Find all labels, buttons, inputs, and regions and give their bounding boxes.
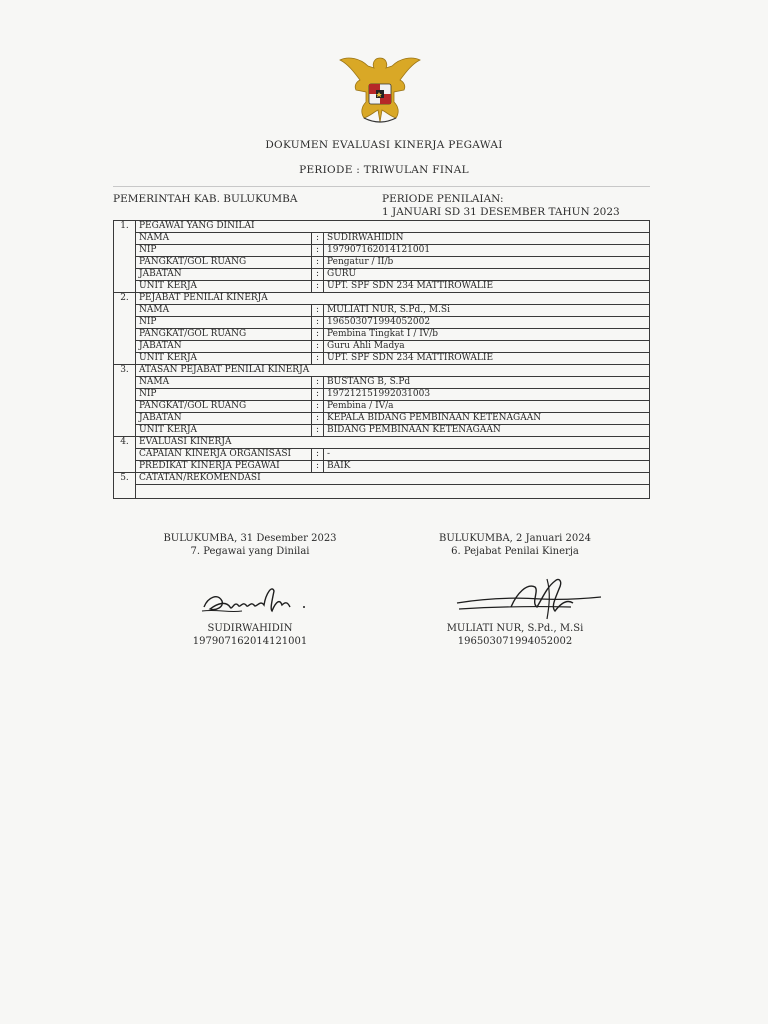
section-title: EVALUASI KINERJA	[136, 437, 650, 449]
section-header-row	[114, 293, 650, 305]
field-value: 197212151992031003	[324, 389, 650, 401]
field-value: BAIK	[324, 461, 650, 473]
field-label: NIP	[136, 245, 312, 257]
table-row	[114, 281, 650, 293]
field-value: UPT. SPF SDN 234 MATTIROWALIE	[324, 353, 650, 365]
field-label: PREDIKAT KINERJA PEGAWAI	[136, 461, 312, 473]
table-row	[114, 341, 650, 353]
section-number: 3.	[114, 365, 136, 437]
evaluation-table	[113, 220, 650, 499]
field-value: Pembina / IV/a	[324, 401, 650, 413]
field-colon: :	[312, 245, 324, 257]
field-value: Pembina Tingkat I / IV/b	[324, 329, 650, 341]
field-value: BIDANG PEMBINAAN KETENAGAAN	[324, 425, 650, 437]
notes-area	[136, 485, 650, 499]
field-label: NAMA	[136, 233, 312, 245]
field-colon: :	[312, 377, 324, 389]
section-header-row	[114, 221, 650, 233]
table-row	[114, 317, 650, 329]
field-colon: :	[312, 341, 324, 353]
section-number: 4.	[114, 437, 136, 473]
section-number: 2.	[114, 293, 136, 365]
table-row	[114, 269, 650, 281]
section-title: ATASAN PEJABAT PENILAI KINERJA	[136, 365, 650, 377]
section-title: CATATAN/REKOMENDASI	[136, 473, 650, 485]
table-row	[114, 257, 650, 269]
field-label: PANGKAT/GOL RUANG	[136, 329, 312, 341]
field-colon: :	[312, 269, 324, 281]
section-header-row	[114, 473, 650, 485]
period-line: PERIODE : TRIWULAN FINAL	[299, 164, 469, 176]
field-colon: :	[312, 353, 324, 365]
signature-role: 7. Pegawai yang Dinilai	[190, 546, 310, 557]
signatory-nip: 197907162014121001	[192, 636, 308, 647]
field-colon: :	[312, 305, 324, 317]
field-colon: :	[312, 461, 324, 473]
field-label: JABATAN	[136, 341, 312, 353]
field-value: BUSTANG B, S.Pd	[324, 377, 650, 389]
field-label: JABATAN	[136, 413, 312, 425]
field-label: NIP	[136, 317, 312, 329]
signature-place-date: BULUKUMBA, 2 Januari 2024	[439, 533, 591, 544]
field-label: NAMA	[136, 377, 312, 389]
table-row	[114, 353, 650, 365]
field-value: 197907162014121001	[324, 245, 650, 257]
garuda-emblem-icon	[338, 52, 422, 128]
table-row	[114, 461, 650, 473]
signature-role: 6. Pejabat Penilai Kinerja	[451, 546, 579, 557]
signatory-name: SUDIRWAHIDIN	[207, 623, 293, 634]
section-header-row	[114, 437, 650, 449]
table-row	[114, 401, 650, 413]
field-colon: :	[312, 389, 324, 401]
field-colon: :	[312, 425, 324, 437]
field-label: NAMA	[136, 305, 312, 317]
field-colon: :	[312, 401, 324, 413]
table-row	[114, 389, 650, 401]
field-label: PANGKAT/GOL RUANG	[136, 257, 312, 269]
field-colon: :	[312, 281, 324, 293]
field-value: SUDIRWAHIDIN	[324, 233, 650, 245]
table-row	[114, 413, 650, 425]
table-row	[114, 233, 650, 245]
handwritten-signature-assessor	[451, 573, 611, 623]
table-row	[114, 305, 650, 317]
signatory-name: MULIATI NUR, S.Pd., M.Si	[446, 623, 584, 634]
field-value: -	[324, 449, 650, 461]
document-title: DOKUMEN EVALUASI KINERJA PEGAWAI	[265, 139, 503, 151]
table-row	[114, 377, 650, 389]
field-value: KEPALA BIDANG PEMBINAAN KETENAGAAN	[324, 413, 650, 425]
field-label: UNIT KERJA	[136, 353, 312, 365]
field-colon: :	[312, 233, 324, 245]
field-value: Pengatur / II/b	[324, 257, 650, 269]
signature-place-date: BULUKUMBA, 31 Desember 2023	[163, 533, 337, 544]
field-value: MULIATI NUR, S.Pd., M.Si	[324, 305, 650, 317]
field-value: Guru Ahli Madya	[324, 341, 650, 353]
table-row	[114, 245, 650, 257]
field-label: UNIT KERJA	[136, 425, 312, 437]
employer-label: PEMERINTAH KAB. BULUKUMBA	[113, 193, 298, 205]
handwritten-signature-employee	[198, 571, 328, 623]
field-label: NIP	[136, 389, 312, 401]
field-label: PANGKAT/GOL RUANG	[136, 401, 312, 413]
notes-blank-row	[114, 485, 650, 499]
field-label: JABATAN	[136, 269, 312, 281]
field-label: CAPAIAN KINERJA ORGANISASI	[136, 449, 312, 461]
section-header-row	[114, 365, 650, 377]
field-colon: :	[312, 257, 324, 269]
signatory-nip: 196503071994052002	[457, 636, 573, 647]
table-row	[114, 329, 650, 341]
section-number: 5.	[114, 473, 136, 499]
section-title: PEJABAT PENILAI KINERJA	[136, 293, 650, 305]
table-row	[114, 425, 650, 437]
section-title: PEGAWAI YANG DINILAI	[136, 221, 650, 233]
section-number: 1.	[114, 221, 136, 293]
field-value: GURU	[324, 269, 650, 281]
assessment-period-value: 1 JANUARI SD 31 DESEMBER TAHUN 2023	[382, 206, 620, 218]
field-value: UPT. SPF SDN 234 MATTIROWALIE	[324, 281, 650, 293]
field-colon: :	[312, 329, 324, 341]
field-label: UNIT KERJA	[136, 281, 312, 293]
field-colon: :	[312, 449, 324, 461]
field-colon: :	[312, 413, 324, 425]
field-colon: :	[312, 317, 324, 329]
assessment-period	[382, 193, 620, 219]
table-row	[114, 449, 650, 461]
field-value: 196503071994052002	[324, 317, 650, 329]
assessment-period-label: PERIODE PENILAIAN:	[382, 193, 504, 205]
divider	[113, 186, 650, 187]
